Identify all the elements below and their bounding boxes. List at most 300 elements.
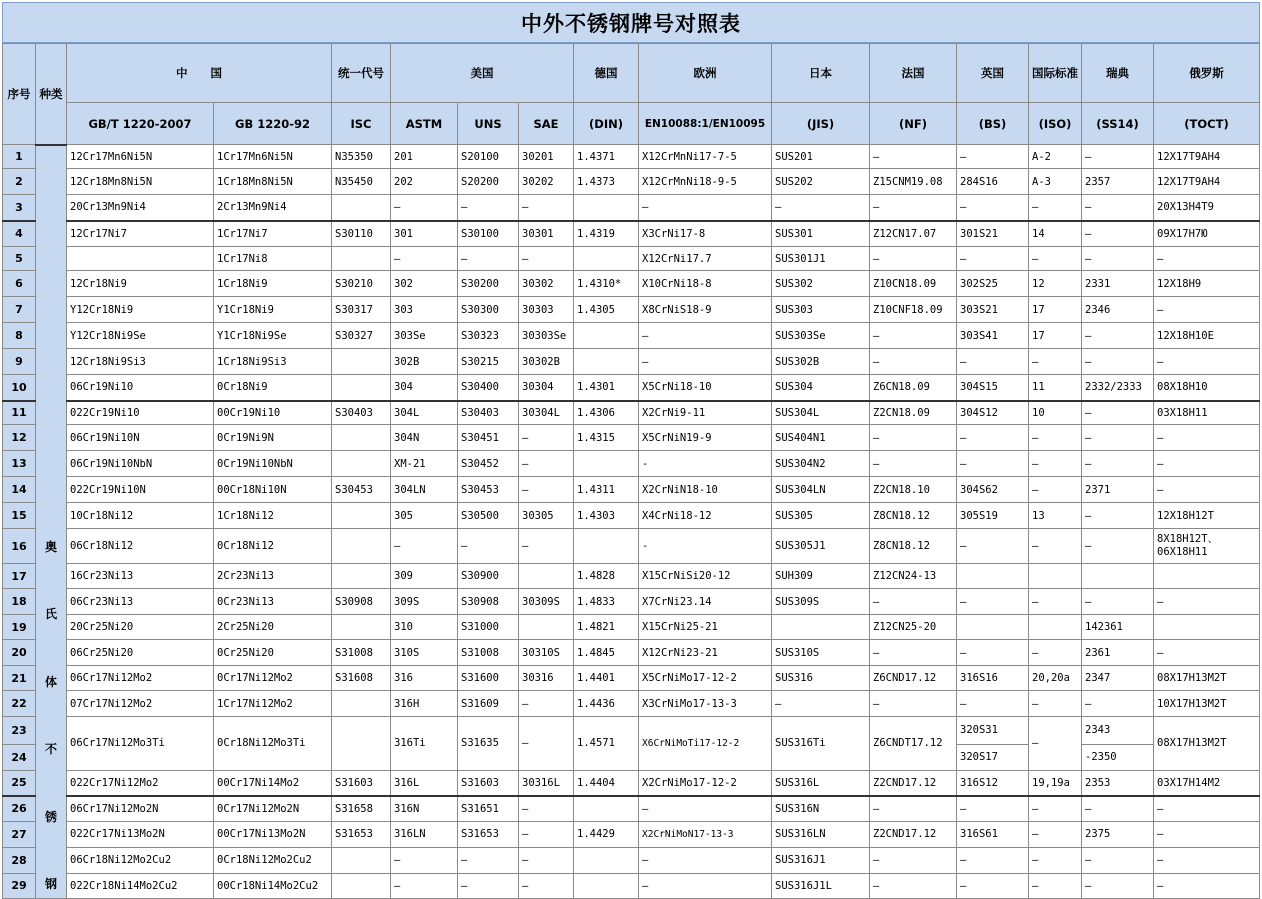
cell-en: X3CrNiMo17-13-3: [639, 691, 772, 717]
cell-astm: 305: [391, 503, 458, 529]
cell-bs: 302S25: [957, 271, 1029, 297]
cell-jis: SUS310S: [772, 640, 870, 666]
cell-en: X7CrNi23.14: [639, 589, 772, 615]
cell-din: 1.4429: [574, 821, 639, 847]
cell-gb92: 1Cr18Ni12: [214, 503, 332, 529]
cell-en: X15CrNi25-21: [639, 615, 772, 640]
cell-nf: —: [870, 691, 957, 717]
cell-nf: Z10CN18.09: [870, 271, 957, 297]
cell-nf: —: [870, 796, 957, 821]
subheader-din: (DIN): [574, 103, 639, 145]
table-row: [3, 375, 1260, 401]
cell-ss: —: [1082, 796, 1154, 821]
cell-nf: Z10CNF18.09: [870, 297, 957, 323]
row-number: 17: [3, 564, 36, 589]
cell-iso: —: [1029, 589, 1082, 615]
cell-jis: SUS301J1: [772, 247, 870, 271]
cell-jis: [772, 615, 870, 640]
row-number: 6: [3, 271, 36, 297]
cell-gb92: 0Cr17Ni12Mo2N: [214, 796, 332, 821]
cell-en: —: [639, 349, 772, 375]
row-number: 8: [3, 323, 36, 349]
table-row: [3, 666, 1260, 691]
cell-gb2007: 022Cr17Ni13Mo2N: [67, 821, 214, 847]
cell-sae: 30302B: [519, 349, 574, 375]
cell-din: 1.4310*: [574, 271, 639, 297]
table-row: [3, 247, 1260, 271]
kind-char: 氏: [44, 606, 57, 621]
cell-din: [574, 847, 639, 873]
cell-ss: —: [1082, 451, 1154, 477]
cell-nf: —: [870, 195, 957, 221]
cell-gb2007: 022Cr18Ni14Mo2Cu2: [67, 873, 214, 898]
cell-sae: 30303Se: [519, 323, 574, 349]
row-number: 16: [3, 529, 36, 564]
cell-nf: Z2CND17.12: [870, 770, 957, 796]
cell-din: [574, 451, 639, 477]
cell-bs: —: [957, 796, 1029, 821]
cell-uns: S20100: [458, 145, 519, 169]
cell-din: 1.4319: [574, 221, 639, 247]
cell-nf: —: [870, 349, 957, 375]
cell-toct: —: [1154, 349, 1260, 375]
cell-sae: 30303: [519, 297, 574, 323]
header-germany: 德国: [574, 44, 639, 103]
subheader-jis: (JIS): [772, 103, 870, 145]
cell-astm: —: [391, 847, 458, 873]
cell-bs: —: [957, 425, 1029, 451]
row-number: 3: [3, 195, 36, 221]
cell-gb92: 1Cr17Ni7: [214, 221, 332, 247]
cell-sae: [519, 564, 574, 589]
cell-jis: SUS303Se: [772, 323, 870, 349]
cell-gb92: 0Cr25Ni20: [214, 640, 332, 666]
cell-din: 1.4315: [574, 425, 639, 451]
cell-uns: S31609: [458, 691, 519, 717]
cell-gb92: 0Cr23Ni13: [214, 589, 332, 615]
cell-gb2007: 022Cr17Ni12Mo2: [67, 770, 214, 796]
cell-nf: Z6CNDT17.12: [870, 717, 957, 771]
cell-gb92: 0Cr18Ni12Mo3Ti: [214, 717, 332, 771]
cell-ss: 2353: [1082, 770, 1154, 796]
cell-gb2007: 06Cr25Ni20: [67, 640, 214, 666]
cell-nf: Z8CN18.12: [870, 503, 957, 529]
cell-gb2007: 10Cr18Ni12: [67, 503, 214, 529]
cell-sae: 30304: [519, 375, 574, 401]
cell-sae: —: [519, 691, 574, 717]
cell-toct: 12X17T9AH4: [1154, 145, 1260, 169]
cell-ss: 2371: [1082, 477, 1154, 503]
cell-sae: 30202: [519, 169, 574, 195]
cell-astm: 304N: [391, 425, 458, 451]
cell-sae: 30301: [519, 221, 574, 247]
table-row: [3, 589, 1260, 615]
cell-ss: —: [1082, 145, 1154, 169]
cell-iso: 19,19a: [1029, 770, 1082, 796]
header-france: 法国: [870, 44, 957, 103]
cell-sae: 30310S: [519, 640, 574, 666]
cell-din: 1.4371: [574, 145, 639, 169]
cell-iso: —: [1029, 691, 1082, 717]
cell-uns: S30453: [458, 477, 519, 503]
cell-ss: —: [1082, 503, 1154, 529]
cell-uns: S31651: [458, 796, 519, 821]
cell-isc: [332, 375, 391, 401]
cell-uns: S30908: [458, 589, 519, 615]
cell-bs: 316S16: [957, 666, 1029, 691]
cell-isc: S30908: [332, 589, 391, 615]
cell-nf: —: [870, 873, 957, 898]
cell-isc: S30210: [332, 271, 391, 297]
table-row: [3, 477, 1260, 503]
cell-jis: SUS316: [772, 666, 870, 691]
cell-iso: —: [1029, 847, 1082, 873]
cell-astm: 310: [391, 615, 458, 640]
cell-isc: [332, 564, 391, 589]
cell-nf: Z2CN18.10: [870, 477, 957, 503]
cell-uns: S31008: [458, 640, 519, 666]
row-number: 11: [3, 401, 36, 425]
cell-din: [574, 195, 639, 221]
cell-din: [574, 529, 639, 564]
table-body: [3, 145, 1260, 899]
cell-jis: SUS304L: [772, 401, 870, 425]
cell-sae: 30304L: [519, 401, 574, 425]
cell-toct: 12X17T9AH4: [1154, 169, 1260, 195]
cell-bs: —: [957, 145, 1029, 169]
cell-jis: SUS305J1: [772, 529, 870, 564]
cell-isc: [332, 247, 391, 271]
cell-din: 1.4305: [574, 297, 639, 323]
cell-gb2007: 07Cr17Ni12Mo2: [67, 691, 214, 717]
row-number: 13: [3, 451, 36, 477]
cell-gb2007: 022Cr19Ni10: [67, 401, 214, 425]
cell-astm: —: [391, 195, 458, 221]
cell-gb2007: 06Cr23Ni13: [67, 589, 214, 615]
cell-iso: 14: [1029, 221, 1082, 247]
cell-toct: —: [1154, 477, 1260, 503]
cell-uns: S30215: [458, 349, 519, 375]
cell-uns: S20200: [458, 169, 519, 195]
cell-en: —: [639, 323, 772, 349]
row-number: 26: [3, 796, 36, 821]
cell-din: [574, 796, 639, 821]
row-number: 19: [3, 615, 36, 640]
cell-uns: S31600: [458, 666, 519, 691]
table-row: [3, 271, 1260, 297]
cell-toct: 03X18H11: [1154, 401, 1260, 425]
cell-ss: —: [1082, 873, 1154, 898]
header-europe: 欧洲: [639, 44, 772, 103]
table-row: [3, 564, 1260, 589]
cell-sae: —: [519, 717, 574, 771]
subheader-nf: (NF): [870, 103, 957, 145]
cell-en: —: [639, 873, 772, 898]
cell-sae: 30316: [519, 666, 574, 691]
cell-ss: —: [1082, 195, 1154, 221]
header-russia: 俄罗斯: [1154, 44, 1260, 103]
cell-toct: 20X13H4T9: [1154, 195, 1260, 221]
subheader-uns: UNS: [458, 103, 519, 145]
cell-astm: 303Se: [391, 323, 458, 349]
cell-din: 1.4301: [574, 375, 639, 401]
row-number: 5: [3, 247, 36, 271]
cell-din: 1.4306: [574, 401, 639, 425]
cell-en: X10CrNi18-8: [639, 271, 772, 297]
cell-ss: —: [1082, 529, 1154, 564]
cell-din: 1.4373: [574, 169, 639, 195]
subheader-sae: SAE: [519, 103, 574, 145]
cell-isc: S30327: [332, 323, 391, 349]
cell-isc: S31008: [332, 640, 391, 666]
cell-jis: SUS303: [772, 297, 870, 323]
table-row: [3, 770, 1260, 796]
subheader-isc: ISC: [332, 103, 391, 145]
cell-sae: —: [519, 796, 574, 821]
cell-ss: 2343: [1082, 717, 1154, 745]
cell-iso: —: [1029, 349, 1082, 375]
cell-iso: 17: [1029, 323, 1082, 349]
cell-iso: —: [1029, 195, 1082, 221]
row-number: 4: [3, 221, 36, 247]
cell-en: X4CrNi18-12: [639, 503, 772, 529]
cell-gb2007: 12Cr18Ni9: [67, 271, 214, 297]
row-number: 20: [3, 640, 36, 666]
cell-isc: S31603: [332, 770, 391, 796]
cell-ss: —: [1082, 691, 1154, 717]
table-row: [3, 873, 1260, 898]
cell-din: 1.4401: [574, 666, 639, 691]
cell-uns: S31603: [458, 770, 519, 796]
cell-isc: [332, 529, 391, 564]
cell-astm: 202: [391, 169, 458, 195]
cell-astm: —: [391, 247, 458, 271]
cell-isc: [332, 349, 391, 375]
cell-toct: 08X17H13M2T: [1154, 666, 1260, 691]
cell-gb92: 1Cr17Ni8: [214, 247, 332, 271]
cell-jis: SUS316J1L: [772, 873, 870, 898]
cell-gb2007: 16Cr23Ni13: [67, 564, 214, 589]
cell-isc: N35450: [332, 169, 391, 195]
cell-ss: 2361: [1082, 640, 1154, 666]
cell-iso: —: [1029, 451, 1082, 477]
cell-bs: 316S12: [957, 770, 1029, 796]
cell-jis: SUS304: [772, 375, 870, 401]
cell-bs: —: [957, 691, 1029, 717]
cell-din: 1.4311: [574, 477, 639, 503]
table-row: [3, 349, 1260, 375]
cell-din: [574, 247, 639, 271]
table-row: [3, 401, 1260, 425]
table-row: [3, 297, 1260, 323]
cell-gb2007: 12Cr18Mn8Ni5N: [67, 169, 214, 195]
cell-nf: —: [870, 451, 957, 477]
cell-bs: 304S15: [957, 375, 1029, 401]
cell-astm: 309: [391, 564, 458, 589]
header-uk: 英国: [957, 44, 1029, 103]
cell-uns: S30323: [458, 323, 519, 349]
cell-nf: Z2CND17.12: [870, 821, 957, 847]
cell-jis: SUH309: [772, 564, 870, 589]
cell-ss: —: [1082, 589, 1154, 615]
cell-toct: 10X17H13M2T: [1154, 691, 1260, 717]
cell-gb2007: 06Cr18Ni12Mo2Cu2: [67, 847, 214, 873]
cell-toct: 08X17H13M2T: [1154, 717, 1260, 771]
cell-uns: S30500: [458, 503, 519, 529]
header-intl: 国际标准: [1029, 44, 1082, 103]
cell-bs: 305S19: [957, 503, 1029, 529]
cell-gb92: 1Cr18Ni9Si3: [214, 349, 332, 375]
cell-isc: S30317: [332, 297, 391, 323]
cell-en: —: [639, 195, 772, 221]
row-number: 22: [3, 691, 36, 717]
cell-iso: —: [1029, 247, 1082, 271]
row-number: 25: [3, 770, 36, 796]
cell-iso: —: [1029, 717, 1082, 771]
cell-sae: —: [519, 873, 574, 898]
cell-uns: —: [458, 195, 519, 221]
cell-gb2007: 06Cr19Ni10N: [67, 425, 214, 451]
cell-bs: —: [957, 451, 1029, 477]
cell-toct: 09X17H7Ю: [1154, 221, 1260, 247]
cell-din: 1.4436: [574, 691, 639, 717]
cell-gb2007: 06Cr18Ni12: [67, 529, 214, 564]
cell-isc: S31653: [332, 821, 391, 847]
table-row: [3, 615, 1260, 640]
cell-iso: 20,20a: [1029, 666, 1082, 691]
header-kind: 种类: [36, 44, 67, 145]
cell-jis: SUS404N1: [772, 425, 870, 451]
subheader-en: EN10088:1/EN10095: [639, 103, 772, 145]
cell-iso: 11: [1029, 375, 1082, 401]
cell-jis: —: [772, 195, 870, 221]
table-row: [3, 691, 1260, 717]
cell-isc: [332, 425, 391, 451]
cell-iso: 10: [1029, 401, 1082, 425]
cell-ss: 142361: [1082, 615, 1154, 640]
cell-ss: —: [1082, 247, 1154, 271]
subheader-ss: (SS14): [1082, 103, 1154, 145]
cell-gb92: 1Cr17Ni12Mo2: [214, 691, 332, 717]
subheader-astm: ASTM: [391, 103, 458, 145]
cell-en: X2CrNiN18-10: [639, 477, 772, 503]
cell-gb2007: 06Cr19Ni10: [67, 375, 214, 401]
row-number: 1: [3, 145, 36, 169]
table-row: [3, 847, 1260, 873]
cell-iso: —: [1029, 640, 1082, 666]
cell-toct: 12X18H12T: [1154, 503, 1260, 529]
cell-en: —: [639, 796, 772, 821]
cell-astm: 316H: [391, 691, 458, 717]
cell-uns: S30900: [458, 564, 519, 589]
cell-astm: 316LN: [391, 821, 458, 847]
cell-isc: S31658: [332, 796, 391, 821]
cell-toct: 08X18H10: [1154, 375, 1260, 401]
cell-gb2007: [67, 247, 214, 271]
cell-iso: —: [1029, 873, 1082, 898]
cell-gb2007: 20Cr25Ni20: [67, 615, 214, 640]
cell-ss: —: [1082, 847, 1154, 873]
cell-sae: 30309S: [519, 589, 574, 615]
cell-en: X12CrMnNi18-9-5: [639, 169, 772, 195]
cell-gb2007: Y12Cr18Ni9Se: [67, 323, 214, 349]
cell-iso: [1029, 564, 1082, 589]
cell-en: X2CrNiMoN17-13-3: [639, 821, 772, 847]
cell-en: —: [639, 847, 772, 873]
cell-en: X3CrNi17-8: [639, 221, 772, 247]
cell-isc: S30110: [332, 221, 391, 247]
cell-ss: 2331: [1082, 271, 1154, 297]
row-number: 23: [3, 717, 36, 745]
cell-jis: —: [772, 691, 870, 717]
cell-isc: [332, 615, 391, 640]
cell-isc: [332, 691, 391, 717]
cell-sae: —: [519, 821, 574, 847]
cell-uns: S30100: [458, 221, 519, 247]
cell-en: X5CrNiMo17-12-2: [639, 666, 772, 691]
cell-uns: S30452: [458, 451, 519, 477]
cell-jis: SUS201: [772, 145, 870, 169]
cell-iso: A-2: [1029, 145, 1082, 169]
cell-en: X12CrNi17.7: [639, 247, 772, 271]
cell-iso: 12: [1029, 271, 1082, 297]
cell-toct: [1154, 615, 1260, 640]
cell-ss: —: [1082, 221, 1154, 247]
cell-astm: 304: [391, 375, 458, 401]
cell-toct: —: [1154, 451, 1260, 477]
cell-gb2007: 12Cr17Ni7: [67, 221, 214, 247]
cell-iso: —: [1029, 425, 1082, 451]
cell-astm: 316L: [391, 770, 458, 796]
cell-iso: —: [1029, 796, 1082, 821]
table-row: [3, 717, 1260, 745]
cell-sae: —: [519, 477, 574, 503]
cell-jis: SUS304LN: [772, 477, 870, 503]
cell-bs: —: [957, 640, 1029, 666]
cell-bs: 320S31: [957, 717, 1029, 745]
cell-nf: Z15CNM19.08: [870, 169, 957, 195]
cell-bs: 301S21: [957, 221, 1029, 247]
cell-gb92: 00Cr18Ni10N: [214, 477, 332, 503]
cell-astm: 309S: [391, 589, 458, 615]
cell-sae: 30302: [519, 271, 574, 297]
cell-toct: 8X18H12T、06X18H11: [1154, 529, 1260, 564]
cell-isc: [332, 195, 391, 221]
row-number: 15: [3, 503, 36, 529]
cell-din: 1.4828: [574, 564, 639, 589]
cell-ss: —: [1082, 425, 1154, 451]
cell-sae: —: [519, 847, 574, 873]
cell-astm: 302B: [391, 349, 458, 375]
cell-gb92: 0Cr19Ni10NbN: [214, 451, 332, 477]
cell-sae: —: [519, 195, 574, 221]
cell-jis: SUS316L: [772, 770, 870, 796]
subheader-toct: (TOCT): [1154, 103, 1260, 145]
cell-iso: A-3: [1029, 169, 1082, 195]
cell-ss: —: [1082, 401, 1154, 425]
cell-bs: —: [957, 247, 1029, 271]
cell-gb92: 2Cr13Mn9Ni4: [214, 195, 332, 221]
cell-astm: 302: [391, 271, 458, 297]
row-number: 21: [3, 666, 36, 691]
cell-gb2007: 06Cr17Ni12Mo2N: [67, 796, 214, 821]
row-number: 18: [3, 589, 36, 615]
cell-nf: Z2CN18.09: [870, 401, 957, 425]
cell-gb92: 0Cr18Ni12Mo2Cu2: [214, 847, 332, 873]
cell-gb92: 00Cr17Ni13Mo2N: [214, 821, 332, 847]
row-number: 27: [3, 821, 36, 847]
cell-gb92: 00Cr19Ni10: [214, 401, 332, 425]
